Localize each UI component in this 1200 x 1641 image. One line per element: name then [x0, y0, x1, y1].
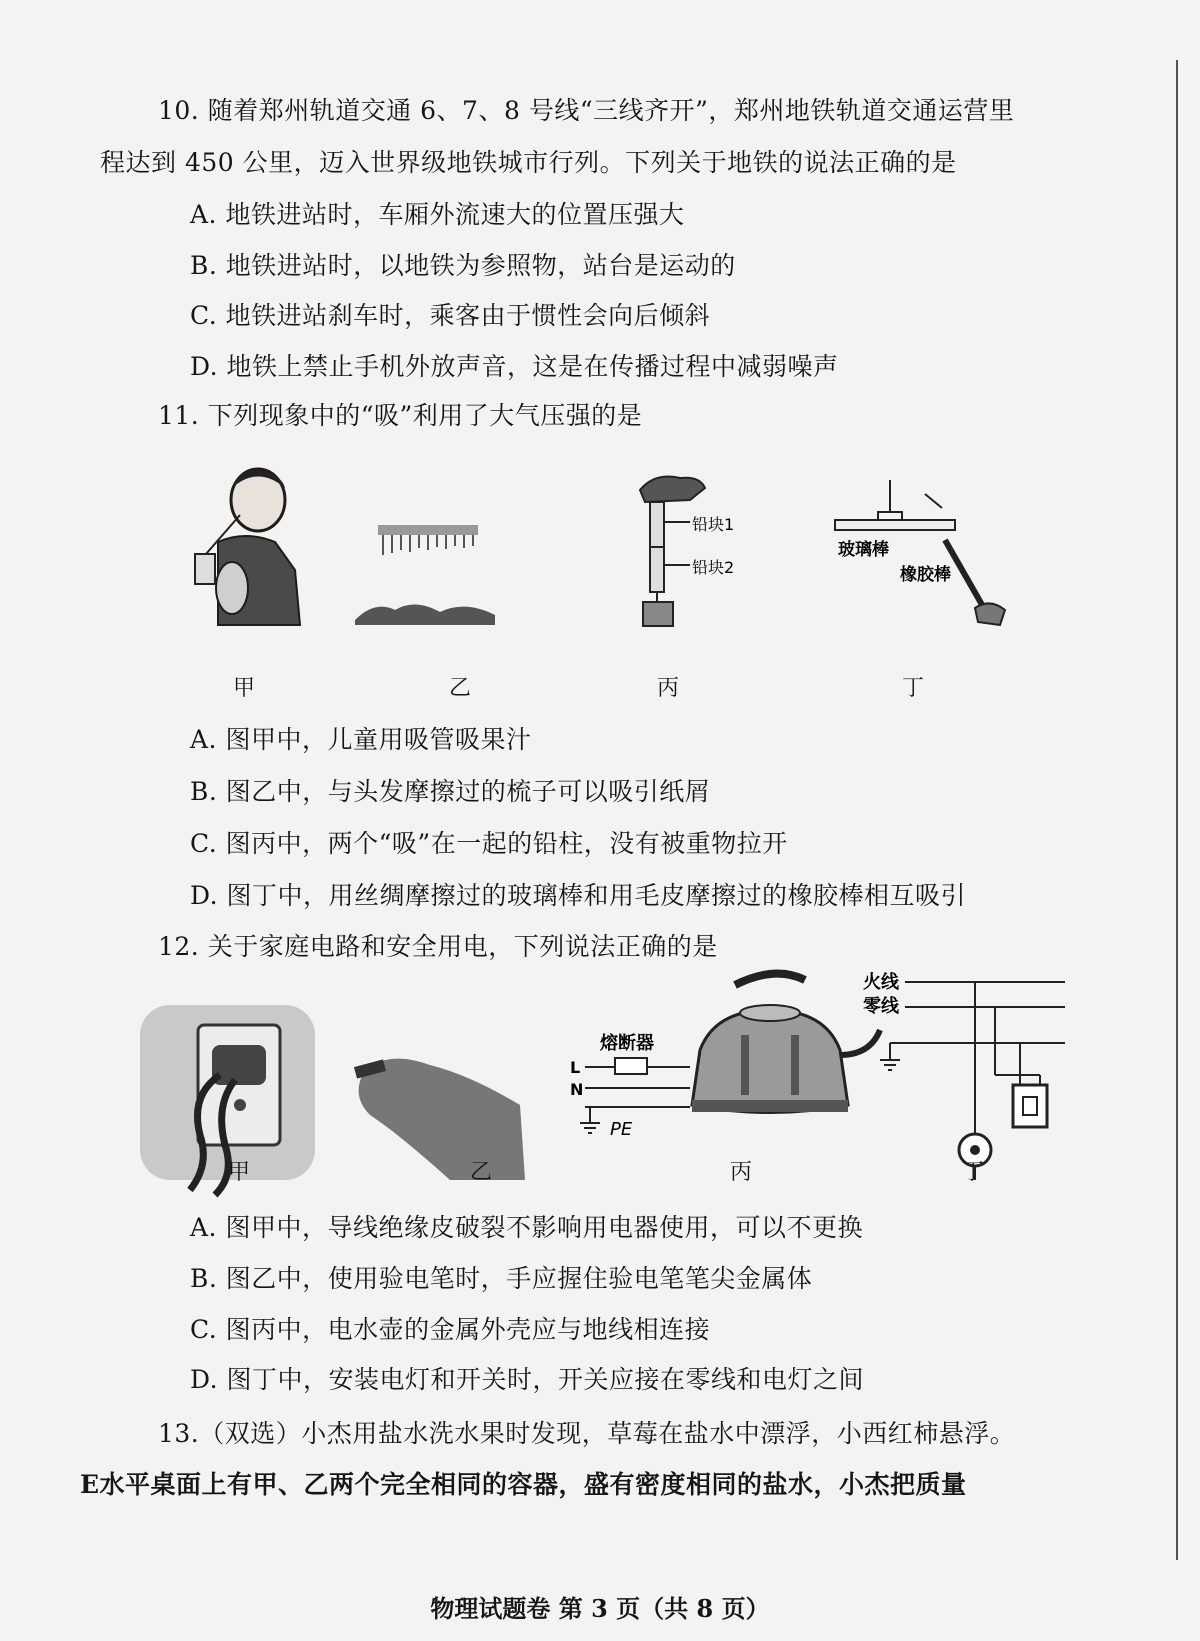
q13-stem-line1: 13.（双选）小杰用盐水洗水果时发现，草莓在盐水中漂浮，小西红柿悬浮。 — [158, 1419, 1016, 1448]
q11-stem: 11. 下列现象中的“吸”利用了大气压强的是 — [158, 401, 643, 430]
q12-figures — [0, 972, 1200, 1205]
q11-option-d: D. 图丁中，用丝绸摩擦过的玻璃棒和用毛皮摩擦过的橡胶棒相互吸引 — [190, 881, 967, 910]
q12-caption-jia: 甲 — [228, 1160, 251, 1185]
q11-figure-bing-lead-blocks — [640, 477, 734, 627]
q11-option-c: C. 图丙中，两个“吸”在一起的铅柱，没有被重物拉开 — [190, 829, 788, 858]
q10-option-d: D. 地铁上禁止手机外放声音，这是在传播过程中减弱噪声 — [190, 352, 839, 381]
q12-stem: 12. 关于家庭电路和安全用电，下列说法正确的是 — [158, 932, 718, 961]
q12-option-a: A. 图甲中，导线绝缘皮破裂不影响用电器使用，可以不更换 — [190, 1213, 863, 1242]
q11-caption-jia: 甲 — [233, 676, 256, 701]
label-glass-rod: 玻璃棒 — [838, 540, 889, 560]
label-N: N — [570, 1080, 584, 1099]
q12-caption-bing: 丙 — [730, 1160, 753, 1185]
q10-option-a: A. 地铁进站时，车厢外流速大的位置压强大 — [190, 200, 685, 229]
q11-figures — [0, 460, 1200, 640]
q12-caption-ding: 丁 — [962, 1160, 985, 1185]
q11-option-a: A. 图甲中，儿童用吸管吸果汁 — [190, 725, 532, 754]
q12-option-b: B. 图乙中，使用验电笔时，手应握住验电笔笔尖金属体 — [190, 1264, 813, 1293]
q11-caption-bing: 丙 — [657, 676, 680, 701]
q11-figure-jia-child — [195, 469, 300, 625]
q11-figure-ding-rods — [835, 480, 1005, 625]
page-edge-line — [1176, 60, 1178, 1560]
q12-caption-yi: 乙 — [470, 1160, 493, 1185]
q10-option-b: B. 地铁进站时，以地铁为参照物，站台是运动的 — [190, 251, 736, 280]
label-PE: PE — [610, 1119, 633, 1140]
q11-caption-ding: 丁 — [902, 676, 925, 701]
q11-option-b: B. 图乙中，与头发摩擦过的梳子可以吸引纸屑 — [190, 777, 711, 806]
label-rubber-rod: 橡胶棒 — [900, 565, 951, 585]
label-lead2: 铅块2 — [692, 558, 735, 577]
q13-stem-line2: E水平桌面上有甲、乙两个完全相同的容器，盛有密度相同的盐水，小杰把质量 — [80, 1470, 967, 1499]
q10-stem-line1: 10. 随着郑州轨道交通 6、7、8 号线“三线齐开”，郑州地铁轨道交通运营里 — [158, 96, 1015, 125]
q12-figure-bing-kettle-circuit — [570, 974, 880, 1140]
q12-option-c: C. 图丙中，电水壶的金属外壳应与地线相连接 — [190, 1315, 711, 1344]
page-footer: 物理试题卷 第 3 页（共 8 页） — [430, 1594, 770, 1623]
label-lead1: 铅块1 — [692, 515, 735, 534]
label-live-wire: 火线 — [863, 972, 899, 993]
q11-caption-yi: 乙 — [449, 676, 472, 701]
q10-option-c: C. 地铁进站刹车时，乘客由于惯性会向后倾斜 — [190, 301, 711, 330]
q12-figure-yi-hand — [354, 1059, 525, 1180]
q10-stem-line2: 程达到 450 公里，迈入世界级地铁城市行列。下列关于地铁的说法正确的是 — [100, 148, 957, 177]
label-neutral-wire: 零线 — [863, 996, 899, 1017]
label-L: L — [570, 1058, 581, 1077]
q11-figure-yi-comb — [355, 525, 495, 625]
q12-figure-ding-wiring — [863, 971, 1065, 1180]
q12-option-d: D. 图丁中，安装电灯和开关时，开关应接在零线和电灯之间 — [190, 1365, 865, 1394]
label-fuse: 熔断器 — [600, 1033, 654, 1054]
